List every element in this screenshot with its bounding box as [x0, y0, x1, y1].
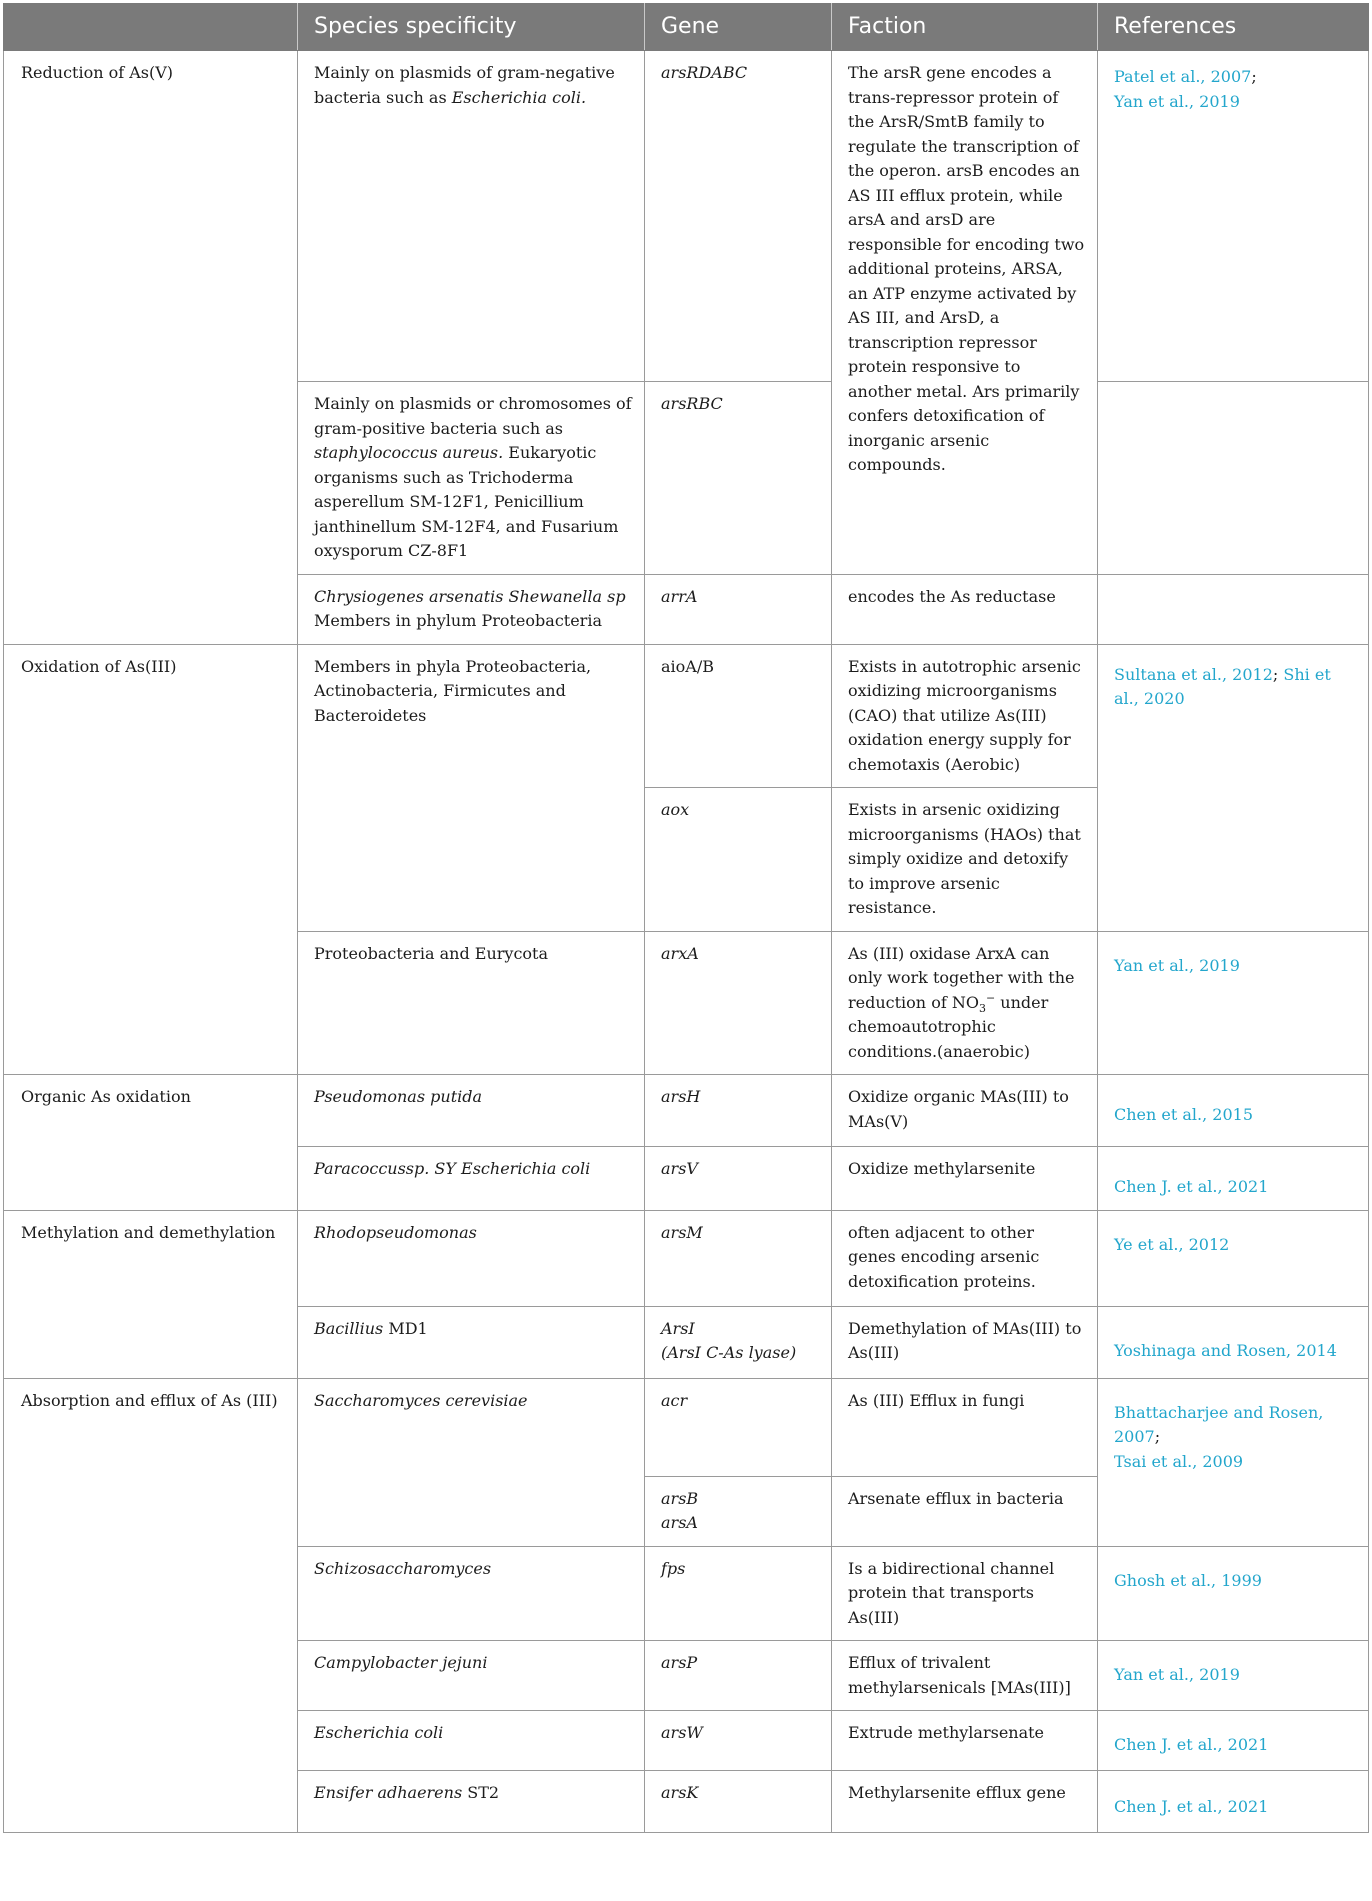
category-cell: Reduction of As(V) — [4, 51, 298, 645]
faction-cell: often adjacent to other genes encoding arsenic detoxification proteins. — [832, 1210, 1098, 1306]
gene-cell: acr — [645, 1378, 832, 1476]
species-cell: Ensifer adhaerens ST2 — [298, 1771, 645, 1833]
species-cell: Schizosaccharomyces — [298, 1546, 645, 1641]
header-row — [4, 4, 1369, 51]
reference-cell — [1098, 931, 1369, 1075]
table-row — [4, 1378, 1369, 1476]
header-blank — [4, 4, 298, 51]
reference-link[interactable]: Yan et al., 2019 — [1114, 91, 1240, 111]
faction-cell: Is a bidirectional channel protein that transports As(III) — [832, 1546, 1098, 1641]
species-cell: Rhodopseudomonas — [298, 1210, 645, 1306]
species-cell: Escherichia coli — [298, 1711, 645, 1771]
header-gene: Gene — [645, 4, 832, 51]
reference-link[interactable]: Chen J. et al., 2021 — [1114, 1797, 1269, 1816]
species-cell: Mainly on plasmids of gram-negative bacteria such as Escherichia coli. — [298, 51, 645, 382]
faction-cell: Exists in autotrophic arsenic oxidizing microorganisms (CAO) that utilize As(III) oxidation energy supply for chemotaxis (Aerobic) — [832, 644, 1098, 788]
species-cell: Paracoccussp. SY Escherichia coli — [298, 1147, 645, 1211]
faction-cell: As (III) oxidase ArxA can only work together with the reduction of $NO_3^-$ under chemoautotrophic conditions.(anaerobic) — [832, 931, 1098, 1075]
gene-cell: arxA — [645, 931, 832, 1075]
table-row — [4, 644, 1369, 788]
gene-cell: aioA/B — [645, 644, 832, 788]
category-cell: Oxidation of As(III) — [4, 644, 298, 1075]
reference-cell — [1098, 1711, 1369, 1771]
gene-cell: aox — [645, 788, 832, 932]
gene-cell: arsRBC — [645, 382, 832, 575]
gene-cell: arsV — [645, 1147, 832, 1211]
reference-link[interactable]: Sultana et al., 2012 — [1114, 664, 1273, 684]
faction-cell: Demethylation of MAs(III) to As(III) — [832, 1306, 1098, 1378]
species-cell: Pseudomonas putida — [298, 1075, 645, 1147]
category-cell: Absorption and efflux of As (III) — [4, 1378, 298, 1833]
reference-cell: Bhattacharjee and Rosen, 2007; Tsai et al., 2009 — [1098, 1378, 1369, 1546]
reference-link[interactable]: Patel et al., 2007 — [1114, 67, 1252, 86]
reference-link[interactable]: Ye et al., 2012 — [1114, 1234, 1230, 1254]
table-row — [4, 51, 1369, 382]
gene-cell: arsRDABC — [645, 51, 832, 382]
table-row — [4, 1075, 1369, 1147]
category-cell: Methylation and demethylation — [4, 1210, 298, 1378]
reference-link[interactable]: Yoshinaga and Rosen, 2014 — [1114, 1340, 1337, 1360]
gene-cell: fps — [645, 1546, 832, 1641]
gene-cell: ArsI (ArsI C-As lyase) — [645, 1306, 832, 1378]
reference-cell — [1098, 1075, 1369, 1147]
header-species: Species specificity — [298, 4, 645, 51]
reference-link[interactable]: Yan et al., 2019 — [1114, 1665, 1240, 1684]
reference-cell — [1098, 1641, 1369, 1711]
reference-cell — [1098, 382, 1369, 575]
table-row — [4, 1210, 1369, 1306]
gene-cell: arsM — [645, 1210, 832, 1306]
gene-cell: arsH — [645, 1075, 832, 1147]
arsenic-genes-table — [3, 3, 1369, 1833]
category-cell: Organic As oxidation — [4, 1075, 298, 1211]
gene-cell: arsW — [645, 1711, 832, 1771]
reference-link[interactable]: Tsai et al., 2009 — [1114, 1451, 1244, 1471]
faction-cell: Oxidize methylarsenite — [832, 1147, 1098, 1211]
table-header — [4, 4, 1369, 51]
reference-link[interactable]: Ghosh et al., 1999 — [1114, 1570, 1262, 1590]
species-cell: Saccharomyces cerevisiae — [298, 1378, 645, 1546]
species-cell: Bacillius MD1 — [298, 1306, 645, 1378]
reference-cell: Sultana et al., 2012; Shi et al., 2020 — [1098, 644, 1369, 931]
faction-cell: Oxidize organic MAs(III) to MAs(V) — [832, 1075, 1098, 1147]
reference-link[interactable]: Yan et al., 2019 — [1114, 955, 1240, 975]
gene-cell: arsK — [645, 1771, 832, 1833]
gene-cell: arrA — [645, 574, 832, 644]
reference-cell — [1098, 1147, 1369, 1211]
faction-cell: Extrude methylarsenate — [832, 1711, 1098, 1771]
faction-cell: The arsR gene encodes a trans-repressor protein of the ArsR/SmtB family to regulate the transcription of the operon. arsB encodes an AS III efflux protein, while arsA and arsD are responsible for encoding two additional proteins, ARSA, an ATP enzyme activated by AS III, and ArsD, a transcription repressor protein responsive to another metal. Ars primarily confers detoxification of inorganic arsenic compounds. — [832, 51, 1098, 575]
faction-cell: Efflux of trivalent methylarsenicals [MAs(III)] — [832, 1641, 1098, 1711]
table-body — [4, 51, 1369, 1833]
header-faction: Faction — [832, 4, 1098, 51]
reference-cell — [1098, 1210, 1369, 1306]
reference-link[interactable]: Shi et al., 2020 — [1114, 664, 1331, 708]
gene-cell: arsB arsA — [645, 1476, 832, 1546]
faction-cell: encodes the As reductase — [832, 574, 1098, 644]
reference-cell — [1098, 1306, 1369, 1378]
reference-cell — [1098, 1771, 1369, 1833]
reference-cell — [1098, 574, 1369, 644]
faction-cell: Methylarsenite efflux gene — [832, 1771, 1098, 1833]
species-cell: Chrysiogenes arsenatis Shewanella sp Members in phylum Proteobacteria — [298, 574, 645, 644]
species-cell: Mainly on plasmids or chromosomes of gram-positive bacteria such as staphylococcus aureus. Eukaryotic organisms such as Trichoderma asperellum SM-12F1, Penicillium janthinellum SM-12F4, and Fusarium oxysporum CZ-8F1 — [298, 382, 645, 575]
reference-link[interactable]: Chen J. et al., 2021 — [1114, 1177, 1269, 1196]
reference-link[interactable]: Chen et al., 2015 — [1114, 1105, 1254, 1124]
reference-link[interactable]: Chen J. et al., 2021 — [1114, 1735, 1269, 1754]
faction-cell: As (III) Efflux in fungi — [832, 1378, 1098, 1476]
gene-cell: arsP — [645, 1641, 832, 1711]
reference-link[interactable]: Bhattacharjee and Rosen, 2007 — [1114, 1402, 1324, 1446]
faction-cell: Arsenate efflux in bacteria — [832, 1476, 1098, 1546]
header-references: References — [1098, 4, 1369, 51]
species-cell: Campylobacter jejuni — [298, 1641, 645, 1711]
species-cell: Members in phyla Proteobacteria, Actinobacteria, Firmicutes and Bacteroidetes — [298, 644, 645, 931]
reference-cell — [1098, 1546, 1369, 1641]
species-cell: Proteobacteria and Eurycota — [298, 931, 645, 1075]
faction-cell: Exists in arsenic oxidizing microorganisms (HAOs) that simply oxidize and detoxify to improve arsenic resistance. — [832, 788, 1098, 932]
reference-cell: Patel et al., 2007; Yan et al., 2019 — [1098, 51, 1369, 382]
